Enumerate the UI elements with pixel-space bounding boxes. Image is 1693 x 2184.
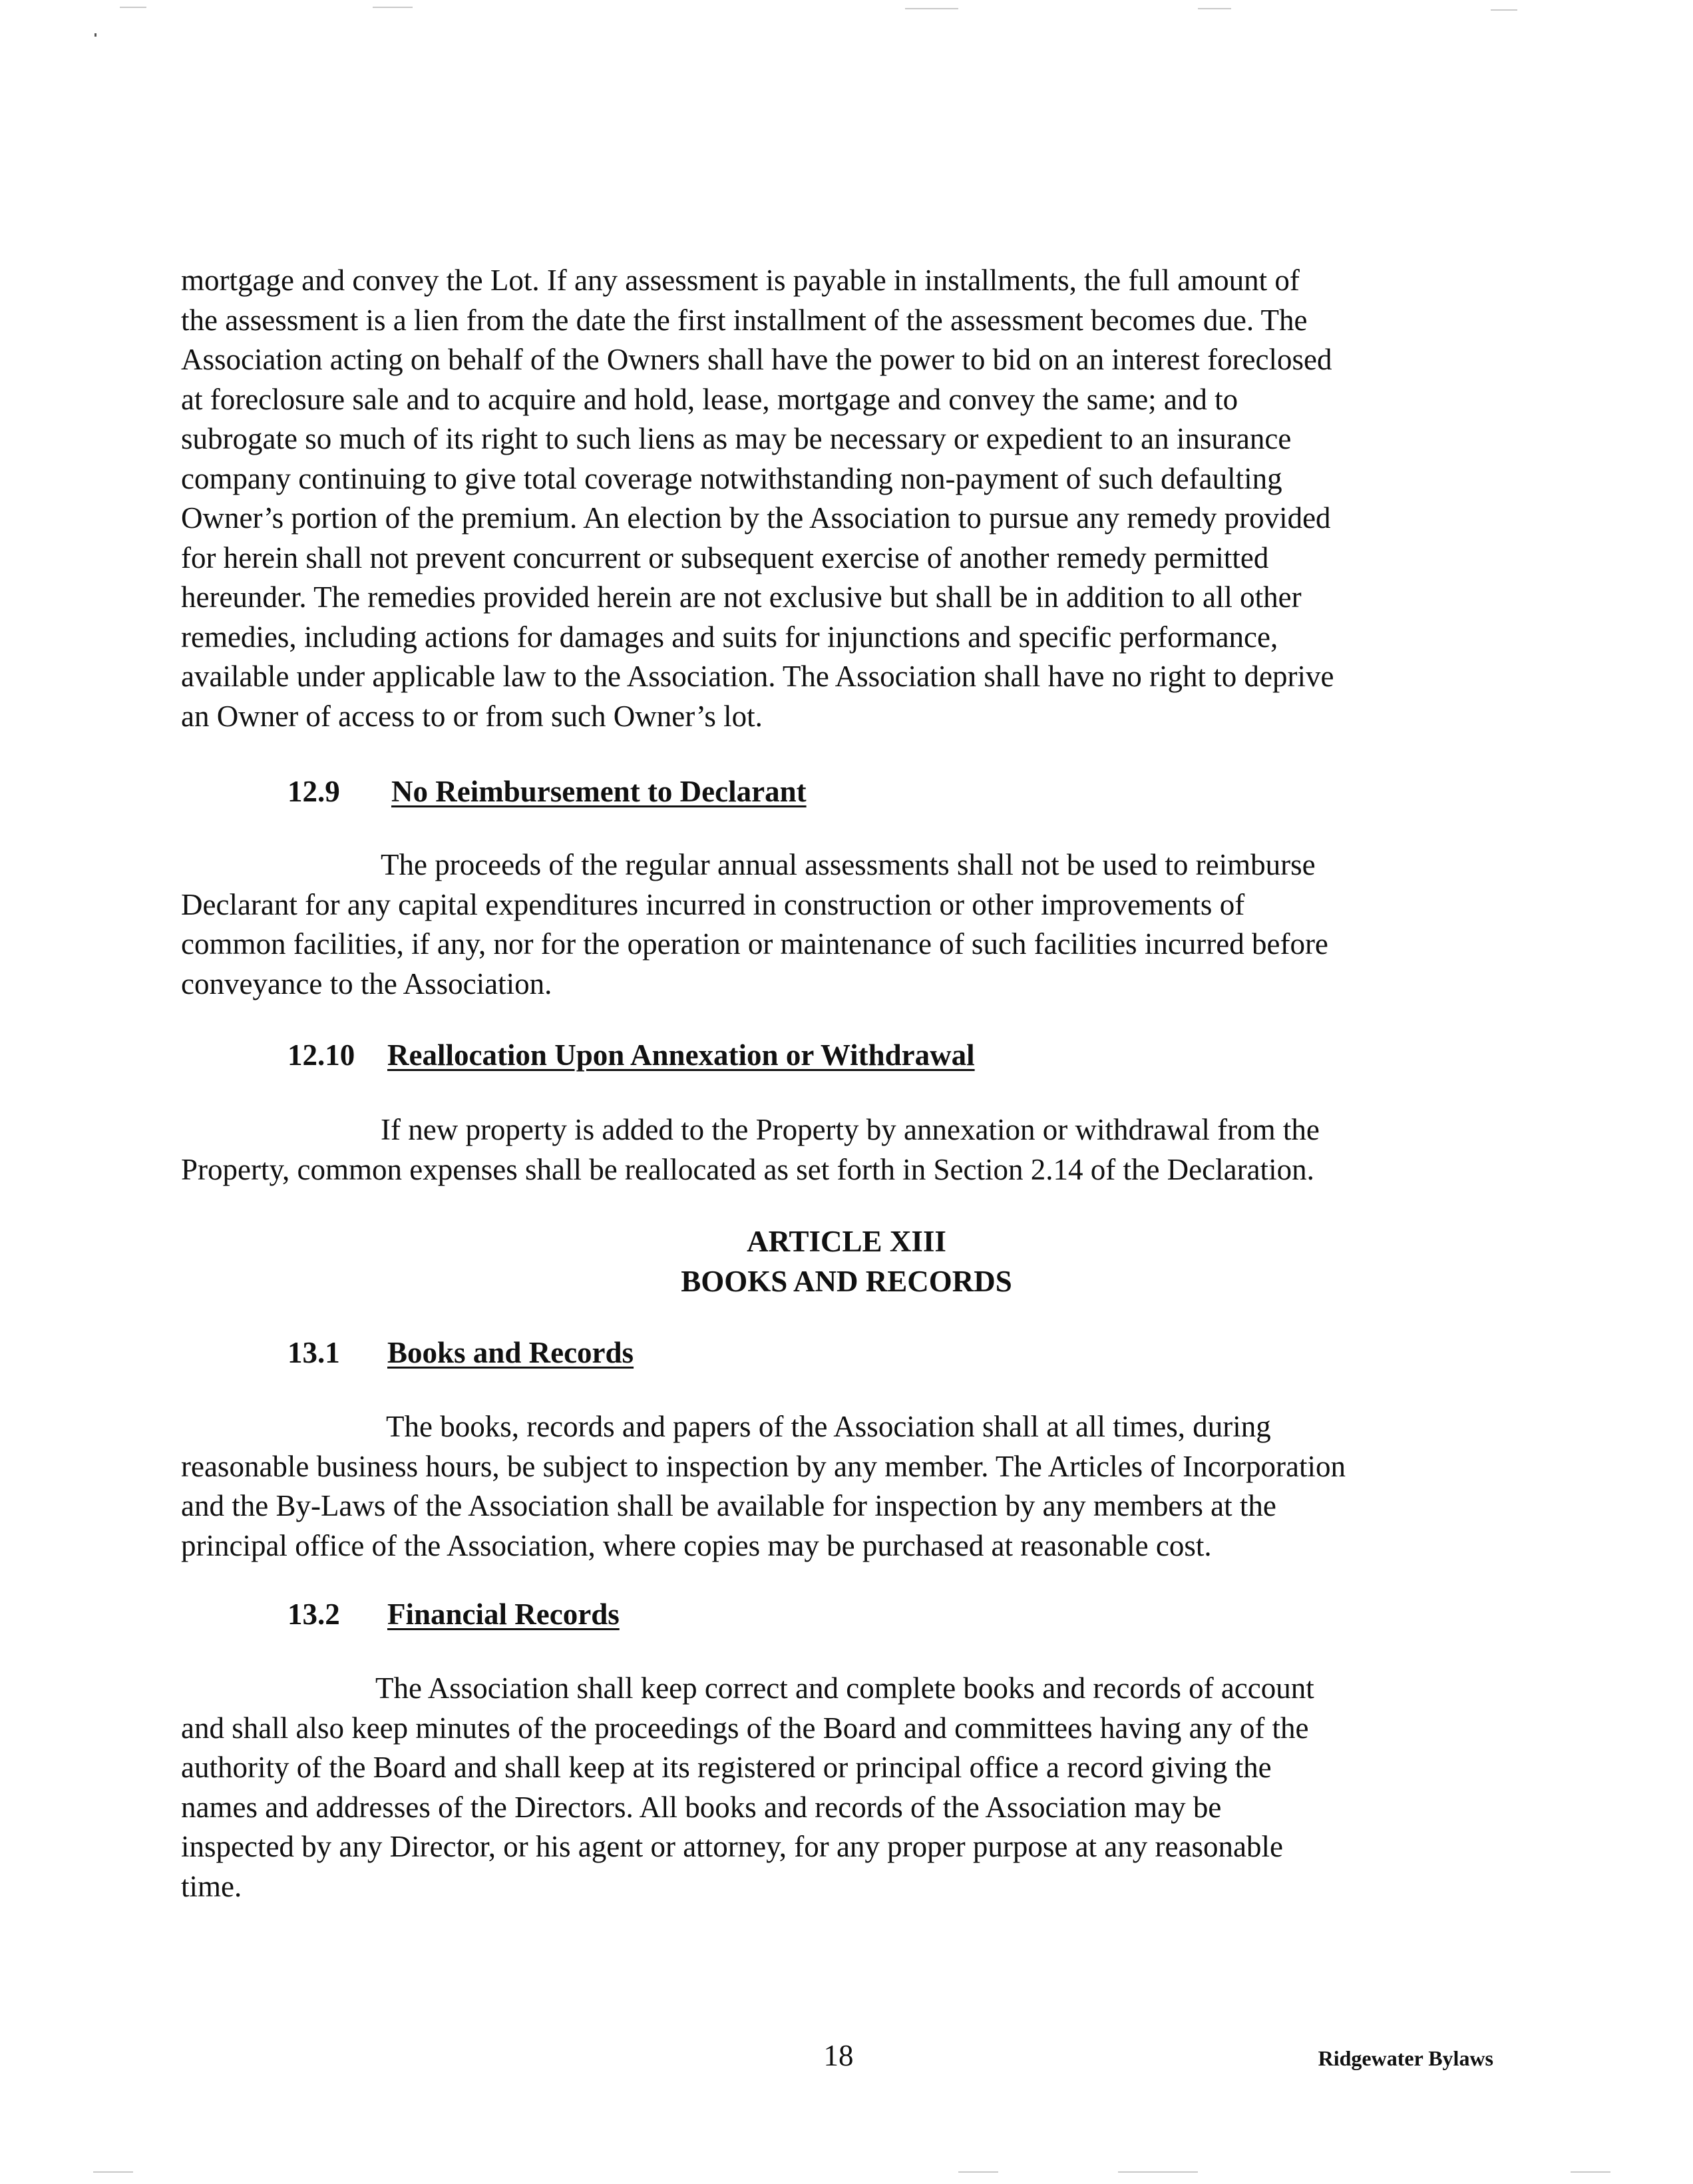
document-footer-title: Ridgewater Bylaws bbox=[1318, 2046, 1493, 2070]
section-title: Reallocation Upon Annexation or Withdrawal bbox=[387, 1038, 975, 1072]
text-line: Property, common expenses shall be reallocated as set forth in Section 2.14 of the Declaration. bbox=[181, 1152, 1314, 1186]
text-line: If new property is added to the Property by annexation or withdrawal from the bbox=[381, 1113, 1320, 1146]
text-line: an Owner of access to or from such Owner’s lot. bbox=[181, 699, 763, 733]
section-heading-13-2 bbox=[287, 1595, 953, 1635]
text-line: inspected by any Director, or his agent or attorney, for any proper purpose at any reasonable bbox=[181, 1830, 1283, 1863]
scan-artifact-top bbox=[905, 8, 958, 9]
text-line: principal office of the Association, where copies may be purchased at reasonable cost. bbox=[181, 1528, 1212, 1562]
text-line: mortgage and convey the Lot. If any assessment is payable in installments, the full amount of bbox=[181, 264, 1300, 297]
text-line: names and addresses of the Directors. All books and records of the Association may be bbox=[181, 1790, 1222, 1824]
section-13-2-body bbox=[181, 1669, 1512, 1906]
continued-paragraph bbox=[181, 261, 1512, 736]
text-line: conveyance to the Association. bbox=[181, 967, 552, 1000]
text-line: the assessment is a lien from the date the first installment of the assessment becomes due. The bbox=[181, 303, 1308, 337]
text-line: company continuing to give total coverage notwithstanding non-payment of such defaulting bbox=[181, 461, 1282, 495]
text-line: subrogate so much of its right to such liens as may be necessary or expedient to an insurance bbox=[181, 422, 1292, 455]
scan-artifact-bottom bbox=[1118, 2171, 1198, 2173]
page-number: 18 bbox=[823, 2039, 854, 2072]
scan-artifact-top bbox=[373, 7, 413, 8]
scan-artifact-dot bbox=[94, 33, 96, 37]
text-line: available under applicable law to the Association. The Association shall have no right to deprive bbox=[181, 660, 1334, 693]
section-heading-13-1 bbox=[287, 1333, 953, 1373]
text-line: common facilities, if any, nor for the operation or maintenance of such facilities incurred before bbox=[181, 927, 1328, 961]
scan-artifact-top bbox=[120, 7, 146, 8]
section-number: 13.2 bbox=[287, 1598, 340, 1631]
scan-artifact-top bbox=[1198, 8, 1231, 9]
section-title: No Reimbursement to Declarant bbox=[391, 775, 807, 808]
text-line: at foreclosure sale and to acquire and hold, lease, mortgage and convey the same; and to bbox=[181, 382, 1238, 416]
section-title: Books and Records bbox=[387, 1336, 634, 1369]
text-line: remedies, including actions for damages and suits for injunctions and specific performance, bbox=[181, 620, 1278, 654]
text-line: authority of the Board and shall keep at its registered or principal office a record giving the bbox=[181, 1751, 1272, 1784]
text-line: Association acting on behalf of the Owners shall have the power to bid on an interest foreclosed bbox=[181, 343, 1332, 376]
text-line: time. bbox=[181, 1869, 242, 1903]
section-heading-12-10 bbox=[287, 1036, 1153, 1076]
scan-artifact-top bbox=[1491, 9, 1517, 11]
section-number: 12.9 bbox=[287, 775, 340, 808]
text-line: for herein shall not prevent concurrent or subsequent exercise of another remedy permitted bbox=[181, 541, 1269, 574]
section-12-9-body bbox=[181, 845, 1512, 1004]
article-heading bbox=[0, 1221, 1693, 1301]
text-line: and the By-Laws of the Association shall be available for inspection by any members at the bbox=[181, 1489, 1276, 1522]
scan-artifact-bottom bbox=[1571, 2171, 1610, 2173]
section-number: 13.1 bbox=[287, 1336, 340, 1369]
section-13-1-body bbox=[181, 1407, 1512, 1566]
text-line: hereunder. The remedies provided herein are not exclusive but shall be in addition to all other bbox=[181, 580, 1302, 614]
text-line: The Association shall keep correct and complete books and records of account bbox=[375, 1671, 1314, 1705]
text-line: Declarant for any capital expenditures incurred in construction or other improvements of bbox=[181, 887, 1245, 921]
article-number: ARTICLE XIII bbox=[747, 1225, 946, 1258]
section-title: Financial Records bbox=[387, 1598, 620, 1631]
article-title: BOOKS AND RECORDS bbox=[681, 1265, 1012, 1298]
text-line: The books, records and papers of the Association shall at all times, during bbox=[386, 1410, 1271, 1443]
section-number: 12.10 bbox=[287, 1038, 355, 1072]
scan-artifact-bottom bbox=[93, 2171, 133, 2173]
text-line: Owner’s portion of the premium. An election by the Association to pursue any remedy provided bbox=[181, 501, 1331, 535]
text-line: The proceeds of the regular annual assessments shall not be used to reimburse bbox=[381, 848, 1316, 881]
text-line: and shall also keep minutes of the proceedings of the Board and committees having any of the bbox=[181, 1711, 1309, 1745]
section-heading-12-9 bbox=[287, 772, 953, 812]
scan-artifact-bottom bbox=[958, 2171, 998, 2173]
section-12-10-body bbox=[181, 1110, 1512, 1190]
text-line: reasonable business hours, be subject to inspection by any member. The Articles of Incorporation bbox=[181, 1449, 1346, 1483]
